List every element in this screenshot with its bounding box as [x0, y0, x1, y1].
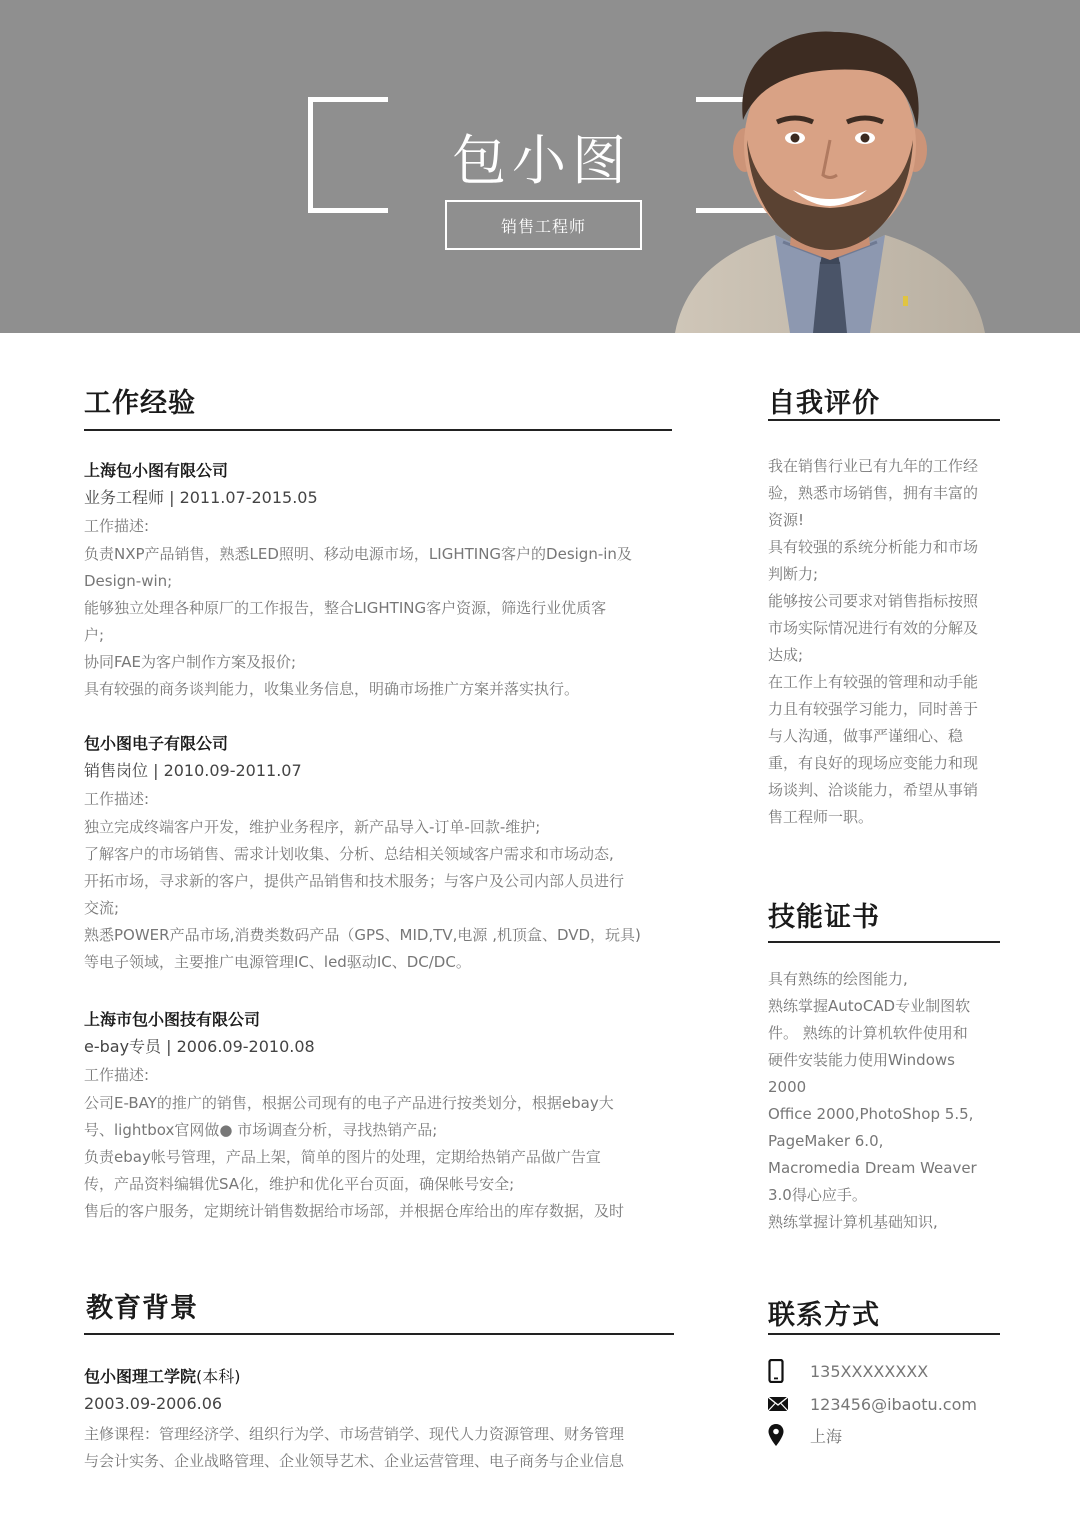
job-desc-label: 工作描述: [84, 517, 150, 535]
job-desc-line: 交流; [84, 899, 120, 917]
job-desc-line: 了解客户的市场销售、需求计划收集、分析、总结相关领域客户需求和市场动态, [84, 845, 614, 863]
skills-line: 2000 [768, 1078, 807, 1096]
job-desc-line: 协同FAE为客户制作方案及报价; [84, 653, 297, 671]
skills-section-rule [768, 941, 1000, 943]
self-eval-line: 与人沟通，做事严谨细心、稳 [768, 727, 964, 745]
skills-line: Office 2000,PhotoShop 5.5, [768, 1105, 974, 1123]
skills-line: 件。 熟练的计算机软件使用和 [768, 1024, 968, 1042]
job-company: 包小图电子有限公司 [84, 734, 229, 753]
self-eval-line: 我在销售行业已有九年的工作经 [768, 457, 979, 475]
skills-line: 3.0得心应手。 [768, 1186, 867, 1204]
contact-section-title: 联系方式 [768, 1300, 880, 1331]
work-section-rule [84, 429, 672, 431]
job-desc-line: 号、lightbox官网做● 市场调查分析，寻找热销产品; [84, 1121, 438, 1139]
job-entry-3 [84, 1006, 674, 1225]
job-desc-line: 公司E-BAY的推广的销售，根据公司现有的电子产品进行按类划分，根据ebay大 [84, 1094, 614, 1112]
job-desc-line: 能够独立处理各种原厂的工作报告，整合LIGHTING客户资源，筛选行业优质客 [84, 599, 607, 617]
skills-line: PageMaker 6.0, [768, 1132, 884, 1150]
job-desc-label: 工作描述: [84, 790, 150, 808]
self-eval-line: 判断力; [768, 565, 819, 583]
education-section-title: 教育背景 [86, 1293, 198, 1324]
self-eval-line: 在工作上有较强的管理和动手能 [768, 673, 979, 691]
skills-line: 熟练掌握AutoCAD专业制图软 [768, 997, 971, 1015]
job-desc-line: 开拓市场，寻求新的客户，提供产品销售和技术服务；与客户及公司内部人员进行 [84, 872, 625, 890]
self-eval-line: 售工程师一职。 [768, 808, 874, 826]
phone-number[interactable]: 135XXXXXXXX [810, 1361, 929, 1381]
self-eval-line: 达成; [768, 646, 804, 664]
email-address[interactable]: 123456@ibaotu.com [810, 1394, 977, 1414]
job-desc-line: Design-win; [84, 572, 173, 590]
self-eval-line: 力且有较强学习能力，同时善于 [768, 700, 979, 718]
job-entry-1 [84, 457, 674, 703]
self-eval-line: 市场实际情况进行有效的分解及 [768, 619, 979, 637]
skills-line: 具有熟练的绘图能力, [768, 970, 908, 988]
contact-email-row [768, 1391, 1008, 1417]
phone-icon [768, 1359, 796, 1383]
job-title: 销售工程师 [500, 216, 586, 236]
location-pin-icon [768, 1423, 796, 1447]
portrait-photo [665, 10, 995, 333]
job-desc-line: 具有较强的商务谈判能力，收集业务信息，明确市场推广方案并落实执行。 [84, 680, 580, 698]
self-eval-line: 验，熟悉市场销售，拥有丰富的 [768, 484, 979, 502]
job-desc-line: 独立完成终端客户开发，维护业务程序，新产品导入-订单-回款-维护; [84, 818, 541, 836]
courses-line: 主修课程：管理经济学、组织行为学、市场营销学、现代人力资源管理、财务管理 [84, 1425, 625, 1443]
job-desc-line: 负责ebay帐号管理，产品上架，简单的图片的处理，定期给热销产品做广告宣 [84, 1148, 601, 1166]
job-company: 上海市包小图技有限公司 [84, 1010, 261, 1029]
left-bracket-decoration [308, 97, 388, 213]
job-entry-2 [84, 730, 674, 976]
degree: (本科) [196, 1367, 241, 1386]
candidate-name: 包小图 [452, 129, 632, 192]
job-desc-line: 售后的客户服务，定期统计销售数据给市场部，并根据仓库给出的库存数据，及时 [84, 1202, 625, 1220]
job-desc-line: 熟悉POWER产品市场,消费类数码产品（GPS、MID,TV,电源 ,机顶盒、DVD，玩具) [84, 926, 641, 944]
job-desc-line: 等电子领域，主要推广电源管理IC、led驱动IC、DC/DC。 [84, 953, 471, 971]
contact-location-row [768, 1422, 1008, 1448]
skills-line: Macromedia Dream Weaver [768, 1159, 977, 1177]
job-desc-line: 户; [84, 626, 105, 644]
job-desc-label: 工作描述: [84, 1066, 150, 1084]
self-eval-text [768, 453, 1002, 831]
self-eval-section-title: 自我评价 [768, 388, 880, 419]
education-period: 2003.09-2006.06 [84, 1394, 223, 1413]
job-desc-line: 负责NXP产品销售，熟悉LED照明、移动电源市场，LIGHTING客户的Design-in及 [84, 545, 632, 563]
mail-icon [768, 1392, 796, 1416]
self-eval-line: 重，有良好的现场应变能力和现 [768, 754, 979, 772]
skills-line: 熟练掌握计算机基础知识, [768, 1213, 938, 1231]
job-role: 业务工程师 | 2011.07-2015.05 [84, 488, 318, 507]
skills-line: 硬件安装能力使用Windows [768, 1051, 955, 1069]
education-section-rule [84, 1333, 674, 1335]
contact-section-rule [768, 1333, 1000, 1335]
job-role: 销售岗位 | 2010.09-2011.07 [84, 761, 302, 780]
job-title-box [445, 200, 642, 250]
self-eval-section-rule [768, 419, 1000, 421]
location: 上海 [810, 1426, 843, 1446]
work-section-title: 工作经验 [84, 388, 196, 419]
self-eval-line: 能够按公司要求对销售指标按照 [768, 592, 979, 610]
school: 包小图理工学院 [84, 1367, 197, 1386]
skills-section-title: 技能证书 [768, 902, 880, 933]
job-desc-line: 传，产品资料编辑优SA化，维护和优化平台页面，确保帐号安全; [84, 1175, 515, 1193]
education-entry [84, 1363, 674, 1475]
school-name [84, 1363, 674, 1390]
job-company: 上海包小图有限公司 [84, 461, 229, 480]
skills-text [768, 966, 1002, 1236]
self-eval-line: 资源! [768, 511, 805, 529]
self-eval-line: 具有较强的系统分析能力和市场 [768, 538, 979, 556]
contact-phone-row [768, 1358, 1008, 1384]
self-eval-line: 场谈判、洽谈能力，希望从事销 [768, 781, 979, 799]
job-role: e-bay专员 | 2006.09-2010.08 [84, 1037, 315, 1056]
courses-line: 与会计实务、企业战略管理、企业领导艺术、企业运营管理、电子商务与企业信息 [84, 1452, 625, 1470]
header-banner [0, 0, 1080, 333]
